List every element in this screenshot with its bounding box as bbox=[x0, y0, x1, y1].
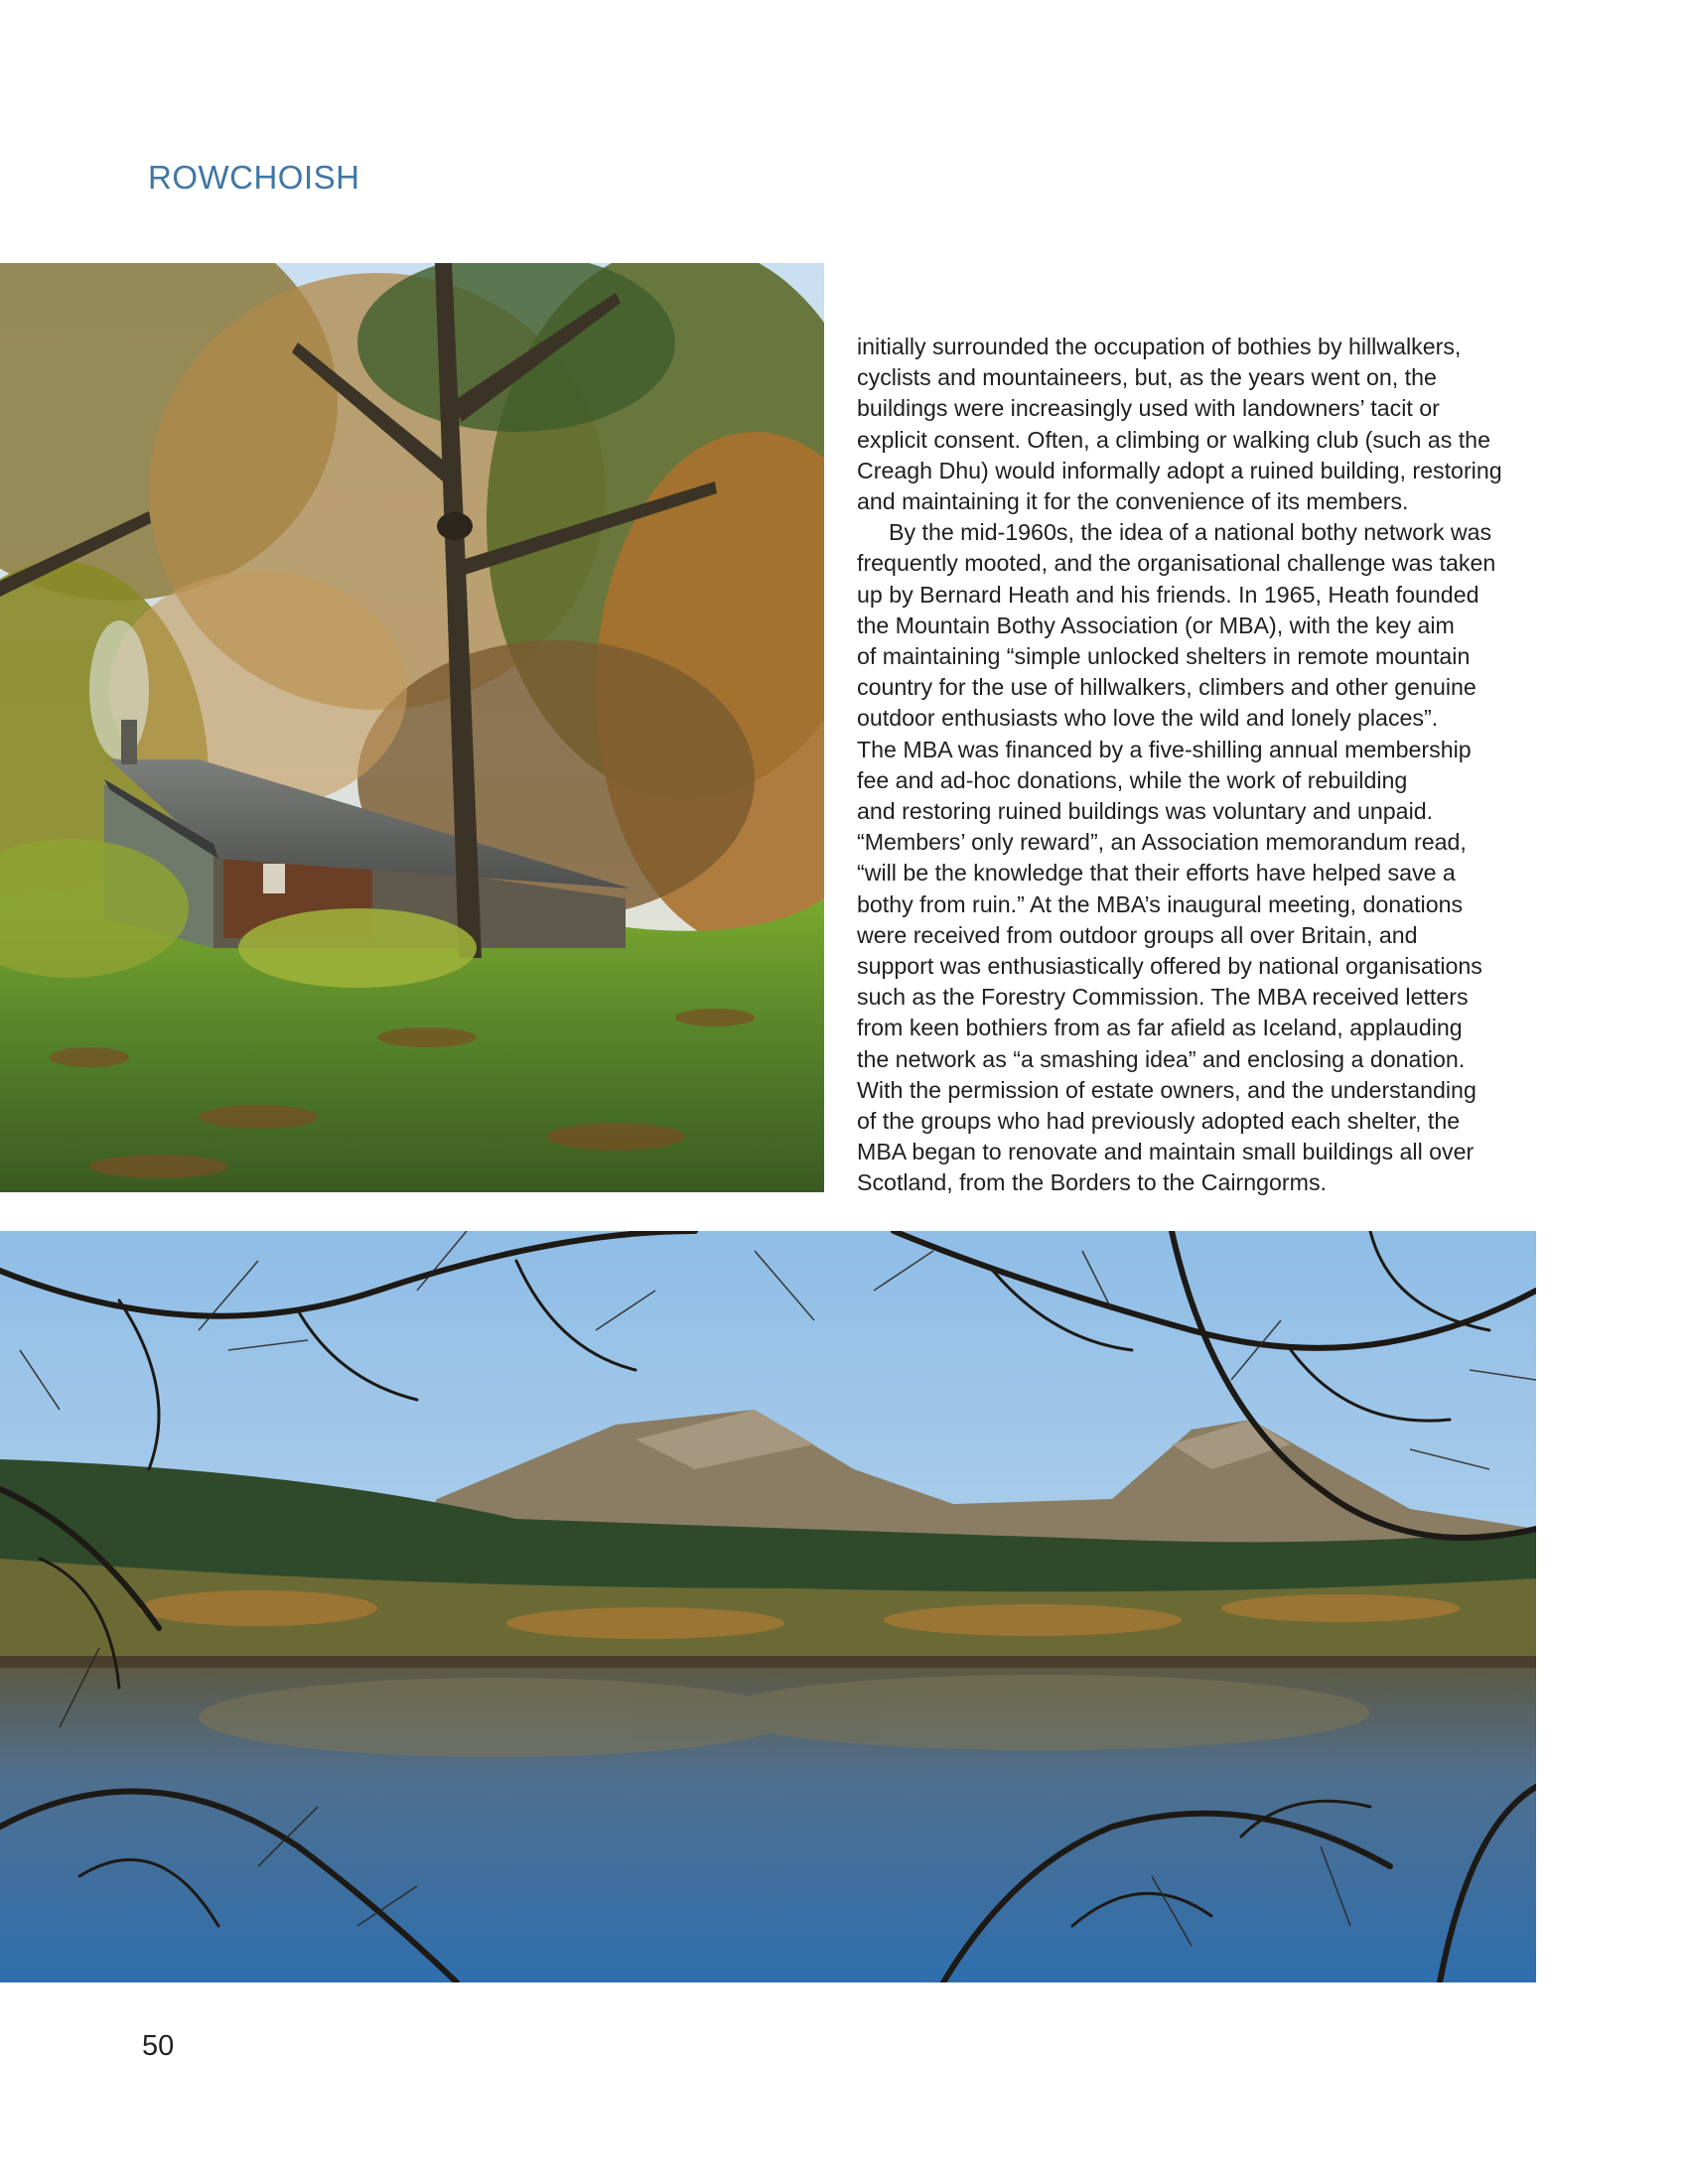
body-line: The MBA was financed by a five-shilling annual membership bbox=[857, 736, 1472, 762]
body-text-column bbox=[857, 332, 1542, 1199]
body-line: such as the Forestry Commission. The MBA received letters bbox=[857, 984, 1469, 1011]
body-line: and restoring ruined buildings was voluntary and unpaid. bbox=[857, 798, 1434, 825]
body-line: bothy from ruin.” At the MBA’s inaugural meeting, donations bbox=[857, 890, 1464, 917]
body-line: With the permission of estate owners, and the understanding bbox=[857, 1076, 1477, 1103]
bothy-photo-illustration bbox=[0, 263, 824, 1192]
body-line: of the groups who had previously adopted each shelter, the bbox=[857, 1108, 1461, 1135]
body-line: buildings were increasingly used with landowners’ tacit or bbox=[857, 395, 1440, 422]
body-line: from keen bothiers from as far afield as Iceland, applauding bbox=[857, 1015, 1463, 1041]
body-line: Scotland, from the Borders to the Cairngorms. bbox=[857, 1169, 1327, 1196]
body-line: Creagh Dhu) would informally adopt a ruined building, restoring bbox=[857, 457, 1502, 483]
body-line: support was enthusiastically offered by national organisations bbox=[857, 953, 1482, 980]
body-line: By the mid-1960s, the idea of a national bothy network was bbox=[889, 519, 1492, 546]
body-line: country for the use of hillwalkers, climbers and other genuine bbox=[857, 674, 1477, 701]
body-line: MBA began to renovate and maintain small buildings all over bbox=[857, 1139, 1475, 1165]
body-line: were received from outdoor groups all over Britain, and bbox=[857, 921, 1418, 948]
body-line: cyclists and mountaineers, but, as the years went on, the bbox=[857, 364, 1437, 391]
body-line: the network as “a smashing idea” and enclosing a donation. bbox=[857, 1045, 1466, 1072]
body-line: up by Bernard Heath and his friends. In 1965, Heath founded bbox=[857, 581, 1479, 608]
loch-photo-illustration bbox=[0, 1231, 1536, 1982]
body-line: outdoor enthusiasts who love the wild and lonely places”. bbox=[857, 705, 1439, 732]
body-line: “will be the knowledge that their efforts have helped save a bbox=[857, 860, 1456, 887]
section-title: ROWCHOISH bbox=[148, 159, 360, 196]
body-line: the Mountain Bothy Association (or MBA), with the key aim bbox=[857, 612, 1455, 638]
body-line: frequently mooted, and the organisational challenge was taken bbox=[857, 550, 1496, 577]
loch-photo bbox=[0, 1231, 1536, 1982]
body-line: fee and ad-hoc donations, while the work of rebuilding bbox=[857, 766, 1408, 793]
bothy-photo bbox=[0, 263, 824, 1192]
body-line: initially surrounded the occupation of bothies by hillwalkers, bbox=[857, 334, 1462, 359]
body-line: “Members’ only reward”, an Association memorandum read, bbox=[857, 829, 1467, 856]
body-line: of maintaining “simple unlocked shelters in remote mountain bbox=[857, 643, 1471, 670]
body-line: and maintaining it for the convenience of its members. bbox=[857, 488, 1409, 515]
page-number: 50 bbox=[142, 2030, 175, 2062]
body-line: explicit consent. Often, a climbing or walking club (such as the bbox=[857, 426, 1490, 453]
